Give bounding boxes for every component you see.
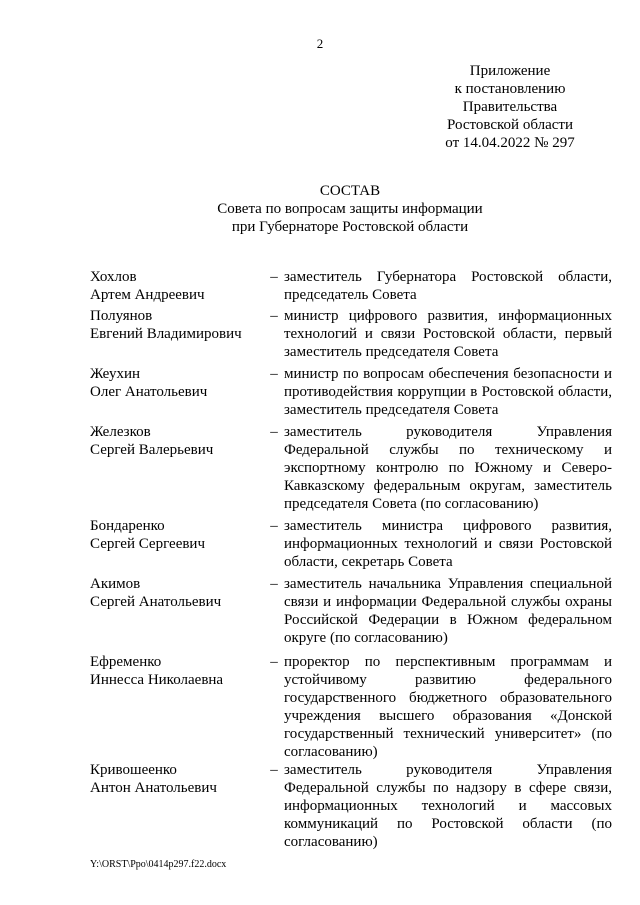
appendix-line: Приложение xyxy=(469,63,551,79)
member-given-names: Сергей Валерьевич xyxy=(90,442,214,458)
member-dash: – xyxy=(270,518,278,534)
member-name xyxy=(90,517,264,575)
member-entry xyxy=(90,653,612,761)
member-role: заместитель начальника Управления специальной связи и информации Федеральной службы охраны Российской Федерации в Южном федеральном округе (по согласованию) xyxy=(284,576,612,646)
member-given-names: Сергей Сергеевич xyxy=(90,536,206,552)
member-given-names: Иннесса Николаевна xyxy=(90,672,224,688)
member-surname: Хохлов xyxy=(90,269,137,285)
footer-file-path: Y:\ORST\Ppo\0414p297.f22.docx xyxy=(90,859,227,870)
member-dash: – xyxy=(270,576,278,592)
page-number: 2 xyxy=(316,36,324,51)
member-dash: – xyxy=(270,308,278,324)
heading-title: СОСТАВ xyxy=(319,183,381,199)
member-surname: Акимов xyxy=(90,576,141,592)
member-name xyxy=(90,365,264,423)
document-heading xyxy=(0,182,640,236)
member-role: министр по вопросам обеспечения безопасности и противодействия коррупции в Ростовской области, заместитель председателя Совета xyxy=(284,366,612,418)
member-entry xyxy=(90,268,612,307)
member-entry xyxy=(90,423,612,517)
members-list xyxy=(90,268,612,850)
member-role: министр цифрового развития, информационных технологий и связи Ростовской области, первый заместитель председателя Совета xyxy=(284,308,612,360)
member-dash: – xyxy=(270,269,278,285)
member-name xyxy=(90,423,264,517)
member-name xyxy=(90,575,264,653)
member-given-names: Артем Андреевич xyxy=(90,287,205,303)
member-role: заместитель руководителя Управления Федеральной службы по техническому и экспортному контролю по Южному и Северо-Кавказскому федеральным округам, заместитель председателя Совета (по согласованию) xyxy=(284,424,612,512)
member-role: заместитель руководителя Управления Федеральной службы по надзору в сфере связи, информационных технологий и массовых коммуникаций по Ростовской области (по согласованию) xyxy=(284,762,612,850)
member-dash: – xyxy=(270,366,278,382)
member-name xyxy=(90,268,264,307)
appendix-line: Ростовской области xyxy=(447,117,573,133)
member-surname: Кривошеенко xyxy=(90,762,177,778)
member-entry xyxy=(90,307,612,365)
heading-subtitle-line: Совета по вопросам защиты информации xyxy=(217,201,483,217)
member-name xyxy=(90,653,264,761)
member-name xyxy=(90,761,264,837)
member-name xyxy=(90,307,264,365)
member-given-names: Евгений Владимирович xyxy=(90,326,242,342)
member-given-names: Сергей Анатольевич xyxy=(90,594,222,610)
member-surname: Ефременко xyxy=(90,654,162,670)
member-entry xyxy=(90,761,612,850)
member-entry xyxy=(90,575,612,653)
heading-subtitle-line: при Губернаторе Ростовской области xyxy=(231,219,469,235)
member-surname: Бондаренко xyxy=(90,518,165,534)
appendix-line: Правительства xyxy=(462,99,558,115)
member-given-names: Антон Анатольевич xyxy=(90,780,217,796)
appendix-line: от 14.04.2022 № 297 xyxy=(445,135,575,151)
member-dash: – xyxy=(270,762,278,778)
member-entry xyxy=(90,517,612,575)
member-surname: Жеухин xyxy=(90,366,141,382)
member-dash: – xyxy=(270,424,278,440)
appendix-block xyxy=(400,62,620,152)
member-role: проректор по перспективным программам и устойчивому развитию федерального государственного бюджетного образовательного учреждения высшего образования «Донской государственный технический университет» (по согласованию) xyxy=(284,654,612,760)
appendix-line: к постановлению xyxy=(454,81,566,97)
member-surname: Железков xyxy=(90,424,151,440)
member-given-names: Олег Анатольевич xyxy=(90,384,208,400)
member-entry xyxy=(90,365,612,423)
member-role: заместитель Губернатора Ростовской области, председатель Совета xyxy=(284,269,612,303)
member-dash: – xyxy=(270,654,278,670)
member-role: заместитель министра цифрового развития, информационных технологий и связи Ростовской области, секретарь Совета xyxy=(284,518,612,570)
member-surname: Полуянов xyxy=(90,308,153,324)
